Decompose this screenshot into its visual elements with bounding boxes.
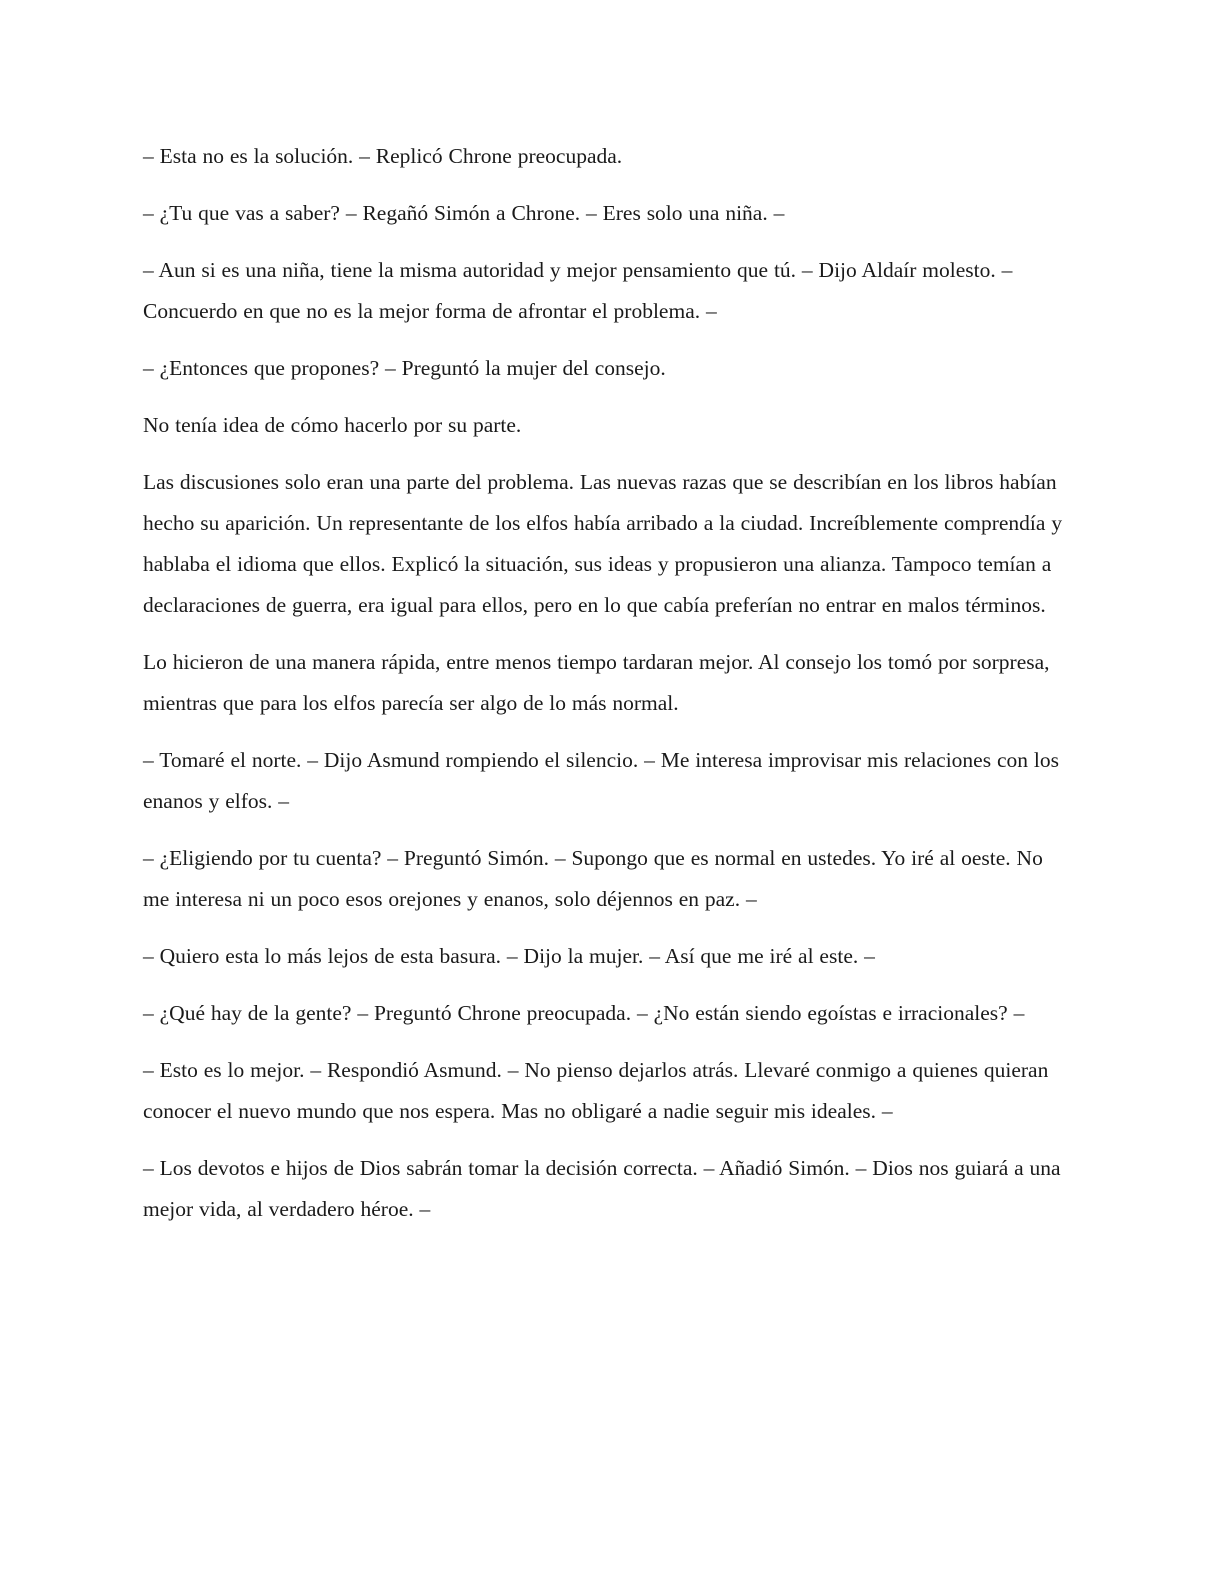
paragraph-7: Lo hicieron de una manera rápida, entre menos tiempo tardaran mejor. Al consejo los tomó por sorpresa, mientras que para los elfos parecía ser algo de lo más normal. — [143, 650, 1050, 715]
paragraph-5: No tenía idea de cómo hacerlo por su parte. — [143, 413, 522, 437]
body-text — [143, 136, 1068, 1246]
paragraph-2: – ¿Tu que vas a saber? – Regañó Simón a Chrone. – Eres solo una niña. – — [143, 201, 785, 225]
paragraph-1: – Esta no es la solución. – Replicó Chrone preocupada. — [143, 144, 623, 168]
paragraph-9: – ¿Eligiendo por tu cuenta? – Preguntó Simón. – Supongo que es normal en ustedes. Yo iré al oeste. No me interesa ni un poco esos orejones y enanos, solo déjennos en paz. – — [143, 846, 1043, 911]
paragraph-12: – Esto es lo mejor. – Respondió Asmund. – No pienso dejarlos atrás. Llevaré conmigo a quienes quieran conocer el nuevo mundo que nos espera. Mas no obligaré a nadie seguir mis ideales. – — [143, 1058, 1049, 1123]
paragraph-8: – Tomaré el norte. – Dijo Asmund rompiendo el silencio. – Me interesa improvisar mis relaciones con los enanos y elfos. – — [143, 748, 1059, 813]
paragraph-4: – ¿Entonces que propones? – Preguntó la mujer del consejo. — [143, 356, 666, 380]
paragraph-11: – ¿Qué hay de la gente? – Preguntó Chrone preocupada. – ¿No están siendo egoístas e irracionales? – — [143, 1001, 1025, 1025]
paragraph-6: Las discusiones solo eran una parte del problema. Las nuevas razas que se describían en los libros habían hecho su aparición. Un representante de los elfos había arribado a la ciudad. Increíblemente comprendía y hablaba el idioma que ellos. Explicó la situación, sus ideas y propusieron una alianza. Tampoco temían a declaraciones de guerra, era igual para ellos, pero en lo que cabía preferían no entrar en malos términos. — [143, 470, 1063, 617]
paragraph-3: – Aun si es una niña, tiene la misma autoridad y mejor pensamiento que tú. – Dijo Aldaír molesto. – Concuerdo en que no es la mejor forma de afrontar el problema. – — [143, 258, 1013, 323]
paragraph-13: – Los devotos e hijos de Dios sabrán tomar la decisión correcta. – Añadió Simón. – Dios nos guiará a una mejor vida, al verdadero héroe. – — [143, 1156, 1061, 1221]
paragraph-10: – Quiero esta lo más lejos de esta basura. – Dijo la mujer. – Así que me iré al este. – — [143, 944, 875, 968]
